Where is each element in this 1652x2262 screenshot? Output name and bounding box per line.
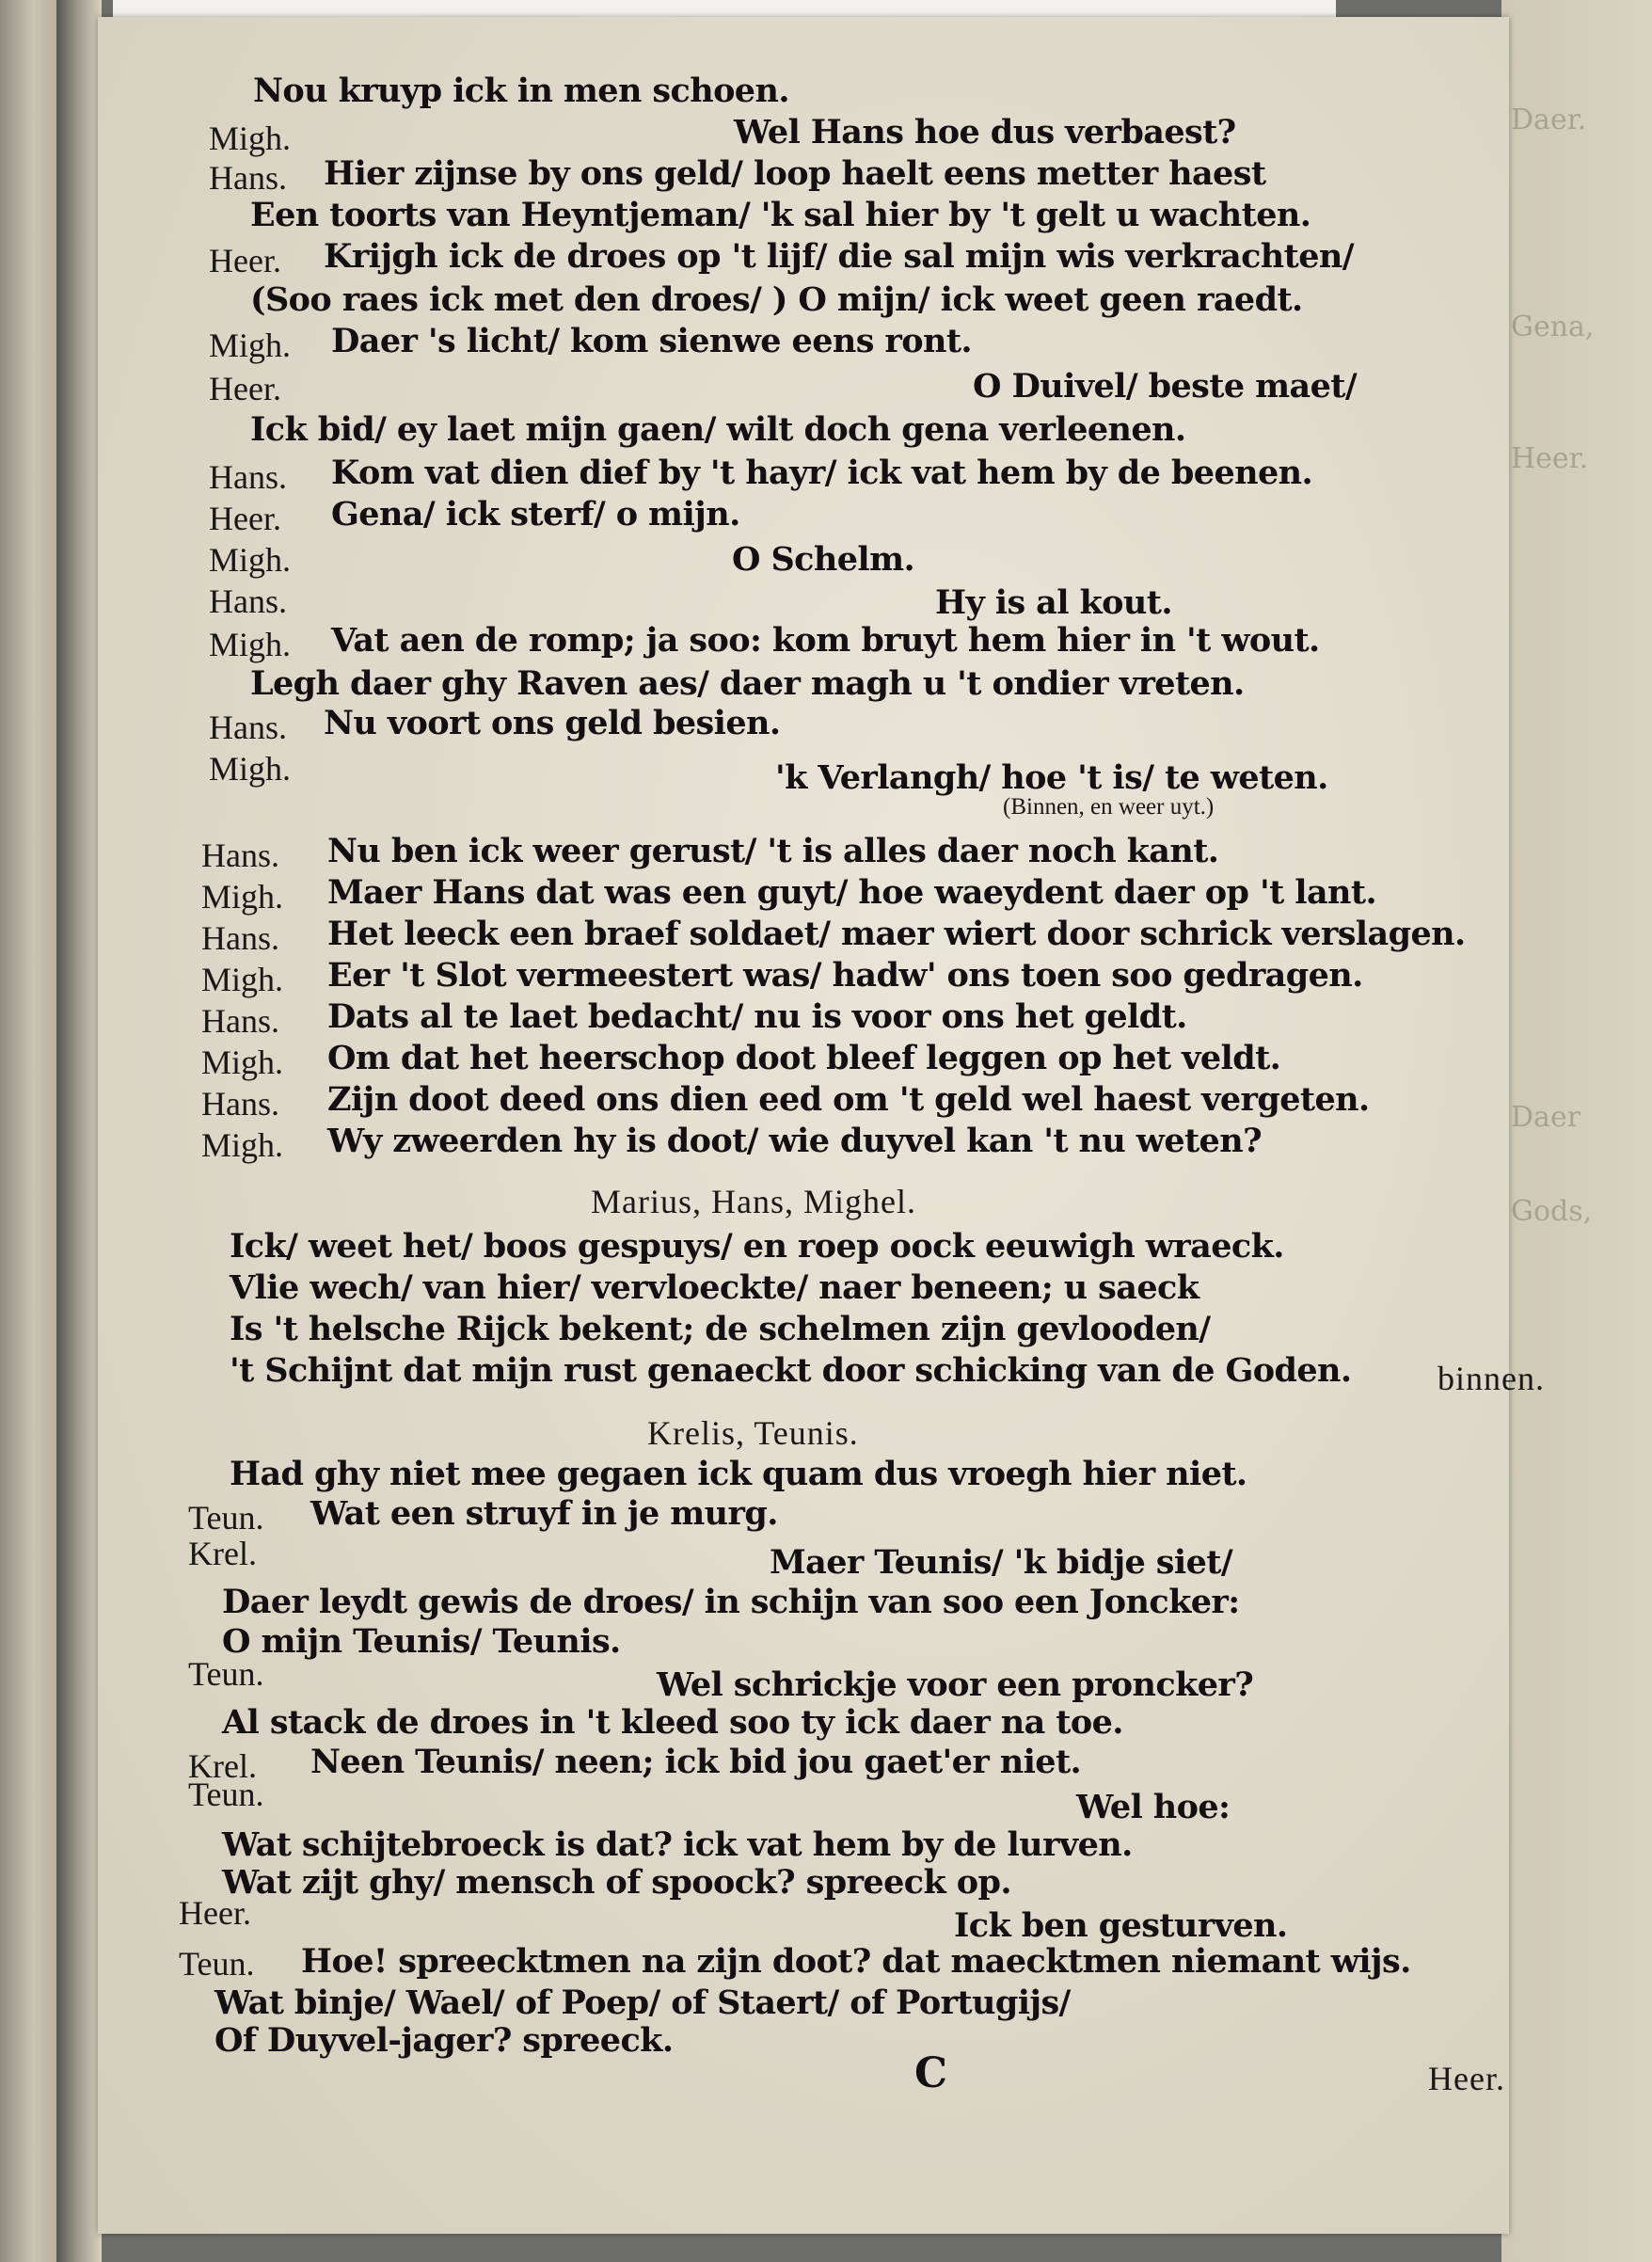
verse-text: Hier zijnse by ons geld/ loop haelt eens metter haest — [324, 154, 1266, 193]
speaker-label: Krel. — [188, 1747, 257, 1785]
verse-text: Is 't helsche Rijck bekent; de schelmen zijn gevlooden/ — [230, 1310, 1211, 1348]
verse-text: Wy zweerden hy is doot/ wie duyvel kan 't nu weten? — [327, 1122, 1262, 1160]
play-text — [98, 17, 1545, 2234]
scene-heading-text: Krelis, Teunis. — [647, 1414, 859, 1452]
verse-text: O mijn Teunis/ Teunis. — [222, 1622, 621, 1661]
speaker-label: Hans. — [209, 582, 287, 620]
speaker-label: Teun. — [188, 1499, 264, 1537]
speaker-label: Migh. — [209, 327, 292, 364]
speaker-label: Migh. — [201, 878, 284, 916]
verse-text: Het leeck een braef soldaet/ maer wiert door schrick verslagen. — [327, 915, 1466, 953]
speaker-label: Hans. — [201, 836, 279, 874]
speaker-label: Hans. — [201, 919, 279, 957]
verse-text: Wel schrickje voor een proncker? — [657, 1665, 1254, 1704]
verse-text: Nu voort ons geld besien. — [324, 704, 781, 742]
speaker-label: Migh. — [201, 1126, 284, 1164]
scene-heading-text: Marius, Hans, Mighel. — [591, 1183, 916, 1220]
verse-text: (Soo raes ick met den droes/ ) O mijn/ ick weet geen raedt. — [250, 280, 1303, 319]
verse-text: Neen Teunis/ neen; ick bid jou gaet'er niet. — [310, 1743, 1082, 1781]
verse-text: Vat aen de romp; ja soo: kom bruyt hem hier in 't wout. — [331, 621, 1320, 660]
speaker-label: Migh. — [201, 1043, 284, 1081]
verse-text: Al stack de droes in 't kleed soo ty ick daer na toe. — [222, 1703, 1123, 1742]
verse-text: Wat een struyf in je murg. — [310, 1494, 778, 1533]
speaker-label: Migh. — [209, 626, 292, 663]
verse-text: Een toorts van Heyntjeman/ 'k sal hier by 't gelt u wachten. — [250, 196, 1311, 234]
stage-direction-text: (Binnen, en weer uyt.) — [1003, 794, 1215, 820]
verse-text: Maer Hans dat was een guyt/ hoe waeydent daer op 't lant. — [327, 873, 1377, 912]
speaker-label: Hans. — [209, 159, 287, 197]
speaker-label: Heer. — [179, 1894, 251, 1932]
verse-text: Daer 's licht/ kom sienwe eens ront. — [331, 322, 972, 360]
speaker-label: Migh. — [209, 541, 292, 579]
speaker-label: Migh. — [201, 961, 284, 998]
speaker-label: Teun. — [179, 1945, 255, 1983]
verse-text: Ick bid/ ey laet mijn gaen/ wilt doch gena verleenen. — [250, 410, 1186, 449]
verse-text: Om dat het heerschop doot bleef leggen op het veldt. — [327, 1039, 1281, 1077]
speaker-label: Hans. — [201, 1085, 279, 1123]
verse-text: Wat binje/ Wael/ of Poep/ of Staert/ of Portugijs/ — [214, 1983, 1071, 2022]
verse-text: Gena/ ick sterf/ o mijn. — [331, 495, 740, 534]
verse-text: Zijn doot deed ons dien eed om 't geld wel haest vergeten. — [327, 1080, 1370, 1119]
verse-text: Had ghy niet mee gegaen ick quam dus vroegh hier niet. — [230, 1455, 1247, 1493]
verse-text: 'k Verlangh/ hoe 't is/ te weten. — [775, 758, 1328, 797]
verse-text: Nou kruyp ick in men schoen. — [253, 72, 789, 110]
verse-text: Daer leydt gewis de droes/ in schijn van soo een Joncker: — [222, 1583, 1240, 1621]
printed-page — [98, 17, 1545, 2234]
verse-text: Hy is al kout. — [935, 583, 1172, 622]
speaker-label: Heer. — [209, 242, 281, 279]
verse-text: Hoe! spreecktmen na zijn doot? dat maecktmen niemant wijs. — [301, 1942, 1411, 1981]
book-gutter — [56, 0, 102, 2262]
verse-text: Dats al te laet bedacht/ nu is voor ons het geldt. — [327, 997, 1187, 1036]
speaker-label: Hans. — [209, 458, 287, 496]
speaker-label: Teun. — [188, 1655, 264, 1693]
verse-text: 't Schijnt dat mijn rust genaeckt door schicking van de Goden. — [230, 1351, 1352, 1390]
verse-text: Nu ben ick weer gerust/ 't is alles daer noch kant. — [327, 832, 1219, 870]
verse-text: O Duivel/ beste maet/ — [973, 367, 1358, 406]
verse-text: Ick/ weet het/ boos gespuys/ en roep oock eeuwigh wraeck. — [230, 1227, 1284, 1266]
underlying-page: Daer. Gena, Heer. Daer Gods, — [1501, 0, 1652, 2262]
speaker-label: Hans. — [201, 1002, 279, 1040]
verse-text: Vlie wech/ van hier/ vervloeckte/ naer beneen; u saeck — [230, 1268, 1199, 1307]
verse-text: Wat schijtebroeck is dat? ick vat hem by de lurven. — [222, 1825, 1133, 1864]
speaker-label: Migh. — [209, 750, 292, 788]
verse-text: O Schelm. — [732, 540, 915, 579]
verse-text: Ick ben gesturven. — [954, 1906, 1288, 1945]
speaker-label: Krel. — [188, 1535, 257, 1572]
verse-text: Legh daer ghy Raven aes/ daer magh u 't ondier vreten. — [250, 664, 1245, 703]
speaker-label: Heer. — [209, 500, 281, 537]
speaker-label: Heer. — [209, 370, 281, 407]
verse-text: Of Duyvel-jager? spreeck. — [214, 2021, 674, 2060]
stage-direction-text: binnen. — [1438, 1360, 1545, 1397]
verse-text: Wel hoe: — [1076, 1788, 1231, 1826]
catchword: Heer. — [1428, 2060, 1505, 2097]
verse-text: Eer 't Slot vermeestert was/ hadw' ons toen soo gedragen. — [327, 956, 1363, 995]
verse-text: Maer Teunis/ 'k bidje siet/ — [770, 1543, 1233, 1582]
verse-text: Wat zijt ghy/ mensch of spoock? spreeck op. — [222, 1863, 1011, 1902]
speaker-label: Migh. — [209, 119, 292, 157]
speaker-label: Hans. — [209, 709, 287, 746]
verse-text: Wel Hans hoe dus verbaest? — [734, 113, 1236, 151]
speaker-label: Teun. — [188, 1776, 264, 1813]
verse-text: Kom vat dien dief by 't hayr/ ick vat hem by de beenen. — [331, 454, 1313, 492]
signature-mark: C — [914, 2049, 948, 2097]
verse-text: Krijgh ick de droes op 't lijf/ die sal mijn wis verkrachten/ — [324, 237, 1354, 276]
